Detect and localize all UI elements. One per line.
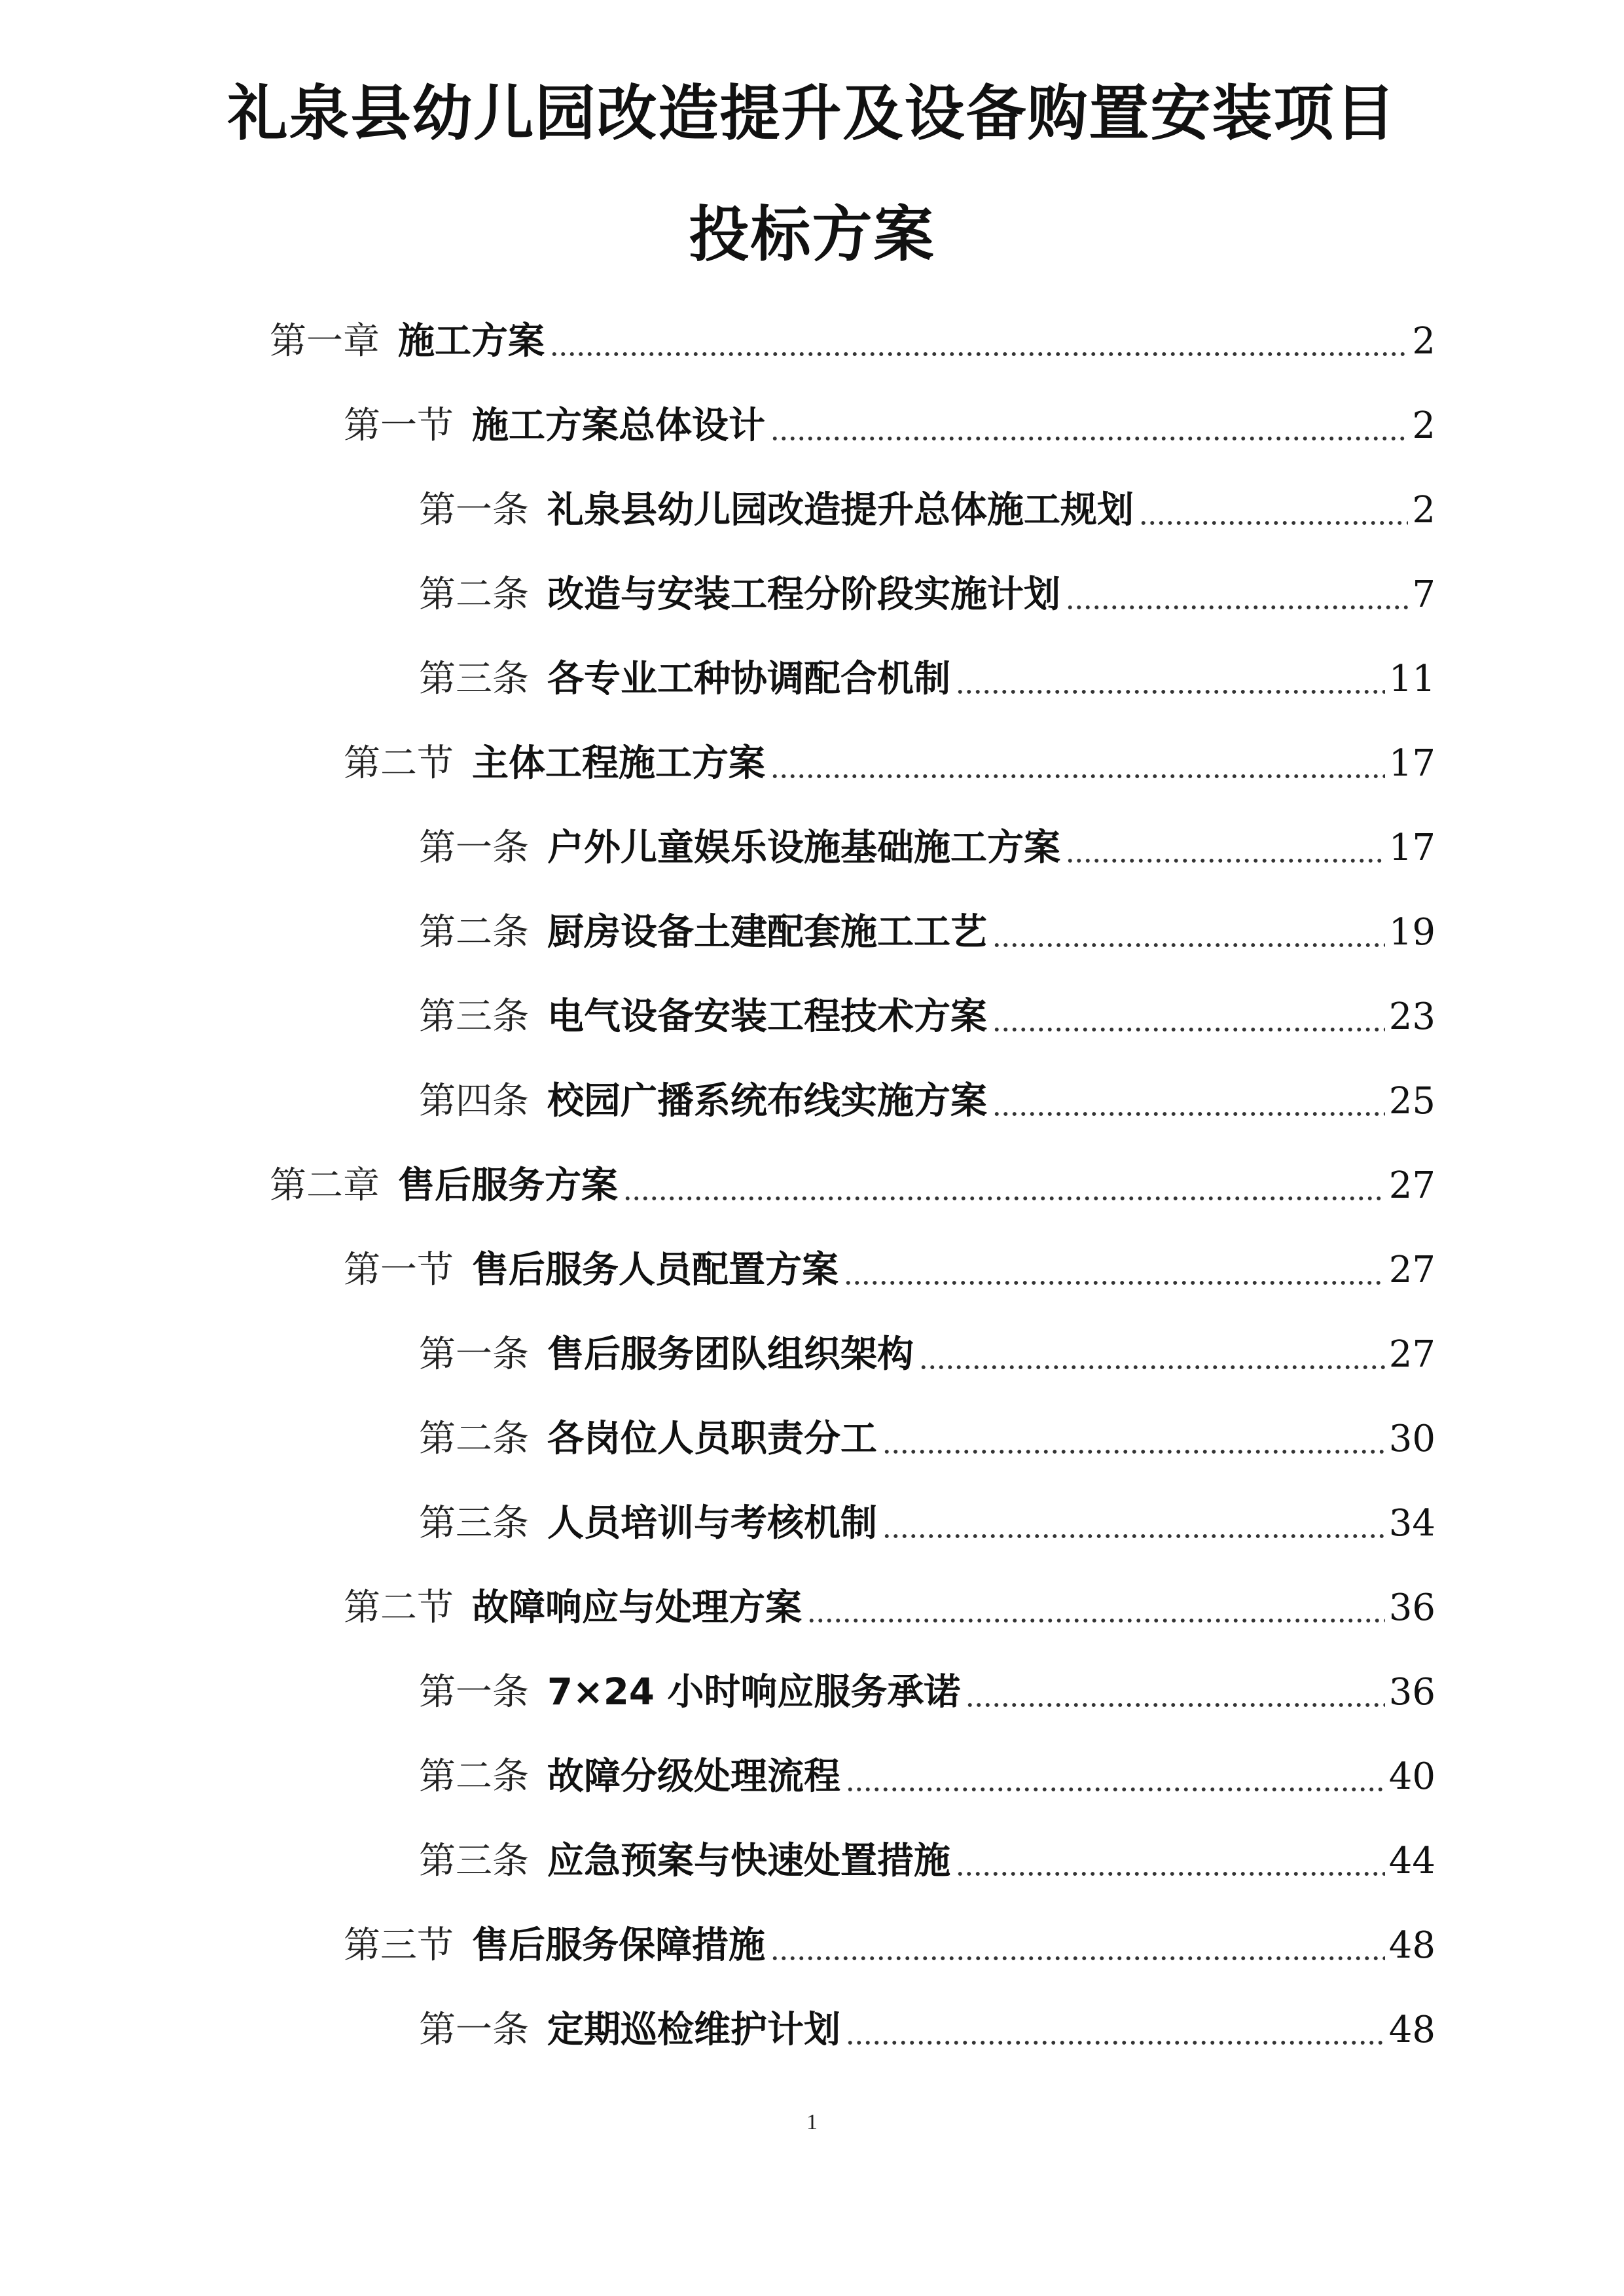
toc-entry-number: 第一条: [419, 827, 529, 869]
toc-entry-section[interactable]: [344, 400, 1435, 452]
toc-entry-article[interactable]: [419, 1835, 1435, 1888]
toc-dot-leader: [844, 1244, 1385, 1297]
toc-dot-leader: [956, 1835, 1385, 1888]
toc-entry-number: 第三条: [419, 996, 529, 1038]
toc-entry-page: 44: [1388, 1840, 1435, 1882]
toc-dot-leader: [550, 315, 1408, 368]
toc-dot-leader: [919, 1329, 1385, 1381]
toc-entry-article[interactable]: [419, 484, 1435, 537]
toc-dot-leader: [770, 738, 1385, 790]
toc-entry-page: 36: [1388, 1587, 1435, 1629]
toc-dot-leader: [882, 1413, 1385, 1465]
toc-entry-title: 故障分级处理流程: [547, 1755, 840, 1798]
toc-entry-article[interactable]: [419, 1075, 1435, 1128]
toc-entry-page: 34: [1388, 1502, 1435, 1545]
toc-entry-page: 40: [1388, 1755, 1435, 1798]
toc-entry-page: 17: [1388, 827, 1435, 869]
toc-entry-number: 第三节: [344, 1924, 454, 1967]
document-title: 礼泉县幼儿园改造提升及设备购置安装项目: [227, 79, 1397, 149]
toc-entry-title: 主体工程施工方案: [472, 742, 765, 785]
toc-dot-leader: [956, 653, 1385, 706]
toc-entry-page: 2: [1412, 320, 1435, 363]
toc-dot-leader: [846, 2004, 1385, 2056]
toc-entry-number: 第一条: [419, 2009, 529, 2051]
toc-entry-title: 应急预案与快速处置措施: [547, 1840, 950, 1882]
toc-entry-number: 第二节: [344, 1587, 454, 1629]
toc-entry-number: 第二条: [419, 1418, 529, 1460]
toc-dot-leader: [846, 1751, 1385, 1803]
toc-entry-title: 售后服务方案: [398, 1164, 618, 1207]
document-subtitle: 投标方案: [689, 200, 935, 270]
toc-entry-section[interactable]: [344, 1244, 1435, 1297]
toc-entry-page: 36: [1388, 1671, 1435, 1713]
toc-entry-number: 第三条: [419, 1502, 529, 1545]
toc-entry-page: 48: [1388, 2009, 1435, 2051]
toc-entry-number: 第二条: [419, 911, 529, 954]
toc-entry-article[interactable]: [419, 991, 1435, 1043]
toc-entry-page: 30: [1388, 1418, 1435, 1460]
toc-entry-article[interactable]: [419, 653, 1435, 706]
toc-dot-leader: [992, 991, 1385, 1043]
toc-entry-number: 第一条: [419, 1671, 529, 1713]
toc-entry-number: 第一条: [419, 1333, 529, 1376]
toc-entry-title: 户外儿童娱乐设施基础施工方案: [547, 827, 1060, 869]
toc-entry-page: 2: [1412, 489, 1435, 531]
toc-entry-title: 礼泉县幼儿园改造提升总体施工规划: [547, 489, 1134, 531]
toc-entry-title: 人员培训与考核机制: [547, 1502, 877, 1545]
toc-entry-article[interactable]: [419, 1751, 1435, 1803]
toc-entry-number: 第一条: [419, 489, 529, 531]
toc-entry-chapter[interactable]: [270, 1160, 1435, 1212]
toc-entry-title: 故障响应与处理方案: [472, 1587, 802, 1629]
toc-dot-leader: [623, 1160, 1385, 1212]
toc-entry-article[interactable]: [419, 1413, 1435, 1465]
toc-dot-leader: [992, 906, 1385, 959]
toc-entry-section[interactable]: [344, 1920, 1435, 1972]
toc-entry-page: 2: [1412, 404, 1435, 447]
toc-entry-article[interactable]: [419, 906, 1435, 959]
toc-dot-leader: [882, 1498, 1385, 1550]
toc-entry-number: 第二条: [419, 573, 529, 616]
toc-entry-title: 厨房设备土建配套施工工艺: [547, 911, 987, 954]
toc-entry-number: 第二章: [270, 1164, 380, 1207]
toc-entry-title: 电气设备安装工程技术方案: [547, 996, 987, 1038]
toc-entry-title: 施工方案总体设计: [472, 404, 765, 447]
toc-entry-page: 25: [1388, 1080, 1435, 1122]
toc-entry-article[interactable]: [419, 1329, 1435, 1381]
toc-entry-article[interactable]: [419, 1498, 1435, 1550]
toc-entry-page: 27: [1388, 1249, 1435, 1291]
toc-dot-leader: [965, 1666, 1384, 1719]
toc-dot-leader: [1066, 822, 1385, 874]
toc-entry-page: 17: [1388, 742, 1435, 785]
toc-entry-number: 第二节: [344, 742, 454, 785]
toc-entry-title: 施工方案: [398, 320, 545, 363]
toc-entry-title: 校园广播系统布线实施方案: [547, 1080, 987, 1122]
toc-entry-title: 各专业工种协调配合机制: [547, 658, 950, 700]
toc-entry-page: 27: [1388, 1333, 1435, 1376]
toc-entry-number: 第一节: [344, 1249, 454, 1291]
toc-dot-leader: [1066, 569, 1408, 621]
toc-entry-page: 7: [1412, 573, 1435, 616]
toc-entry-page: 11: [1388, 658, 1435, 700]
toc-entry-page: 27: [1388, 1164, 1435, 1207]
toc-entry-page: 19: [1388, 911, 1435, 954]
toc-entry-title: 售后服务团队组织架构: [547, 1333, 914, 1376]
toc-entry-number: 第二条: [419, 1755, 529, 1798]
toc-entry-title: 售后服务人员配置方案: [472, 1249, 839, 1291]
toc-dot-leader: [992, 1075, 1385, 1128]
toc-entry-number: 第一章: [270, 320, 380, 363]
toc-entry-chapter[interactable]: [270, 315, 1435, 368]
toc-dot-leader: [1139, 484, 1408, 537]
toc-entry-title: 定期巡检维护计划: [547, 2009, 840, 2051]
toc-entry-title: 各岗位人员职责分工: [547, 1418, 877, 1460]
toc-entry-section[interactable]: [344, 1582, 1435, 1634]
toc-entry-article[interactable]: [419, 2004, 1435, 2056]
toc-entry-number: 第四条: [419, 1080, 529, 1122]
toc-entry-number: 第三条: [419, 1840, 529, 1882]
toc-entry-section[interactable]: [344, 738, 1435, 790]
toc-dot-leader: [770, 1920, 1385, 1972]
toc-entry-article[interactable]: [419, 569, 1435, 621]
toc-entry-number: 第一节: [344, 404, 454, 447]
toc-entry-article[interactable]: [419, 822, 1435, 874]
page-number: 1: [806, 2110, 818, 2134]
toc-entry-page: 23: [1388, 996, 1435, 1038]
toc-entry-number: 第三条: [419, 658, 529, 700]
toc-entry-title: 改造与安装工程分阶段实施计划: [547, 573, 1060, 616]
toc-entry-title: 售后服务保障措施: [472, 1924, 765, 1967]
toc-dot-leader: [770, 400, 1408, 452]
toc-entry-page: 48: [1388, 1924, 1435, 1967]
toc-entry-article[interactable]: [419, 1666, 1435, 1719]
toc-entry-title: 7×24 小时响应服务承诺: [547, 1671, 961, 1713]
toc-dot-leader: [807, 1582, 1385, 1634]
